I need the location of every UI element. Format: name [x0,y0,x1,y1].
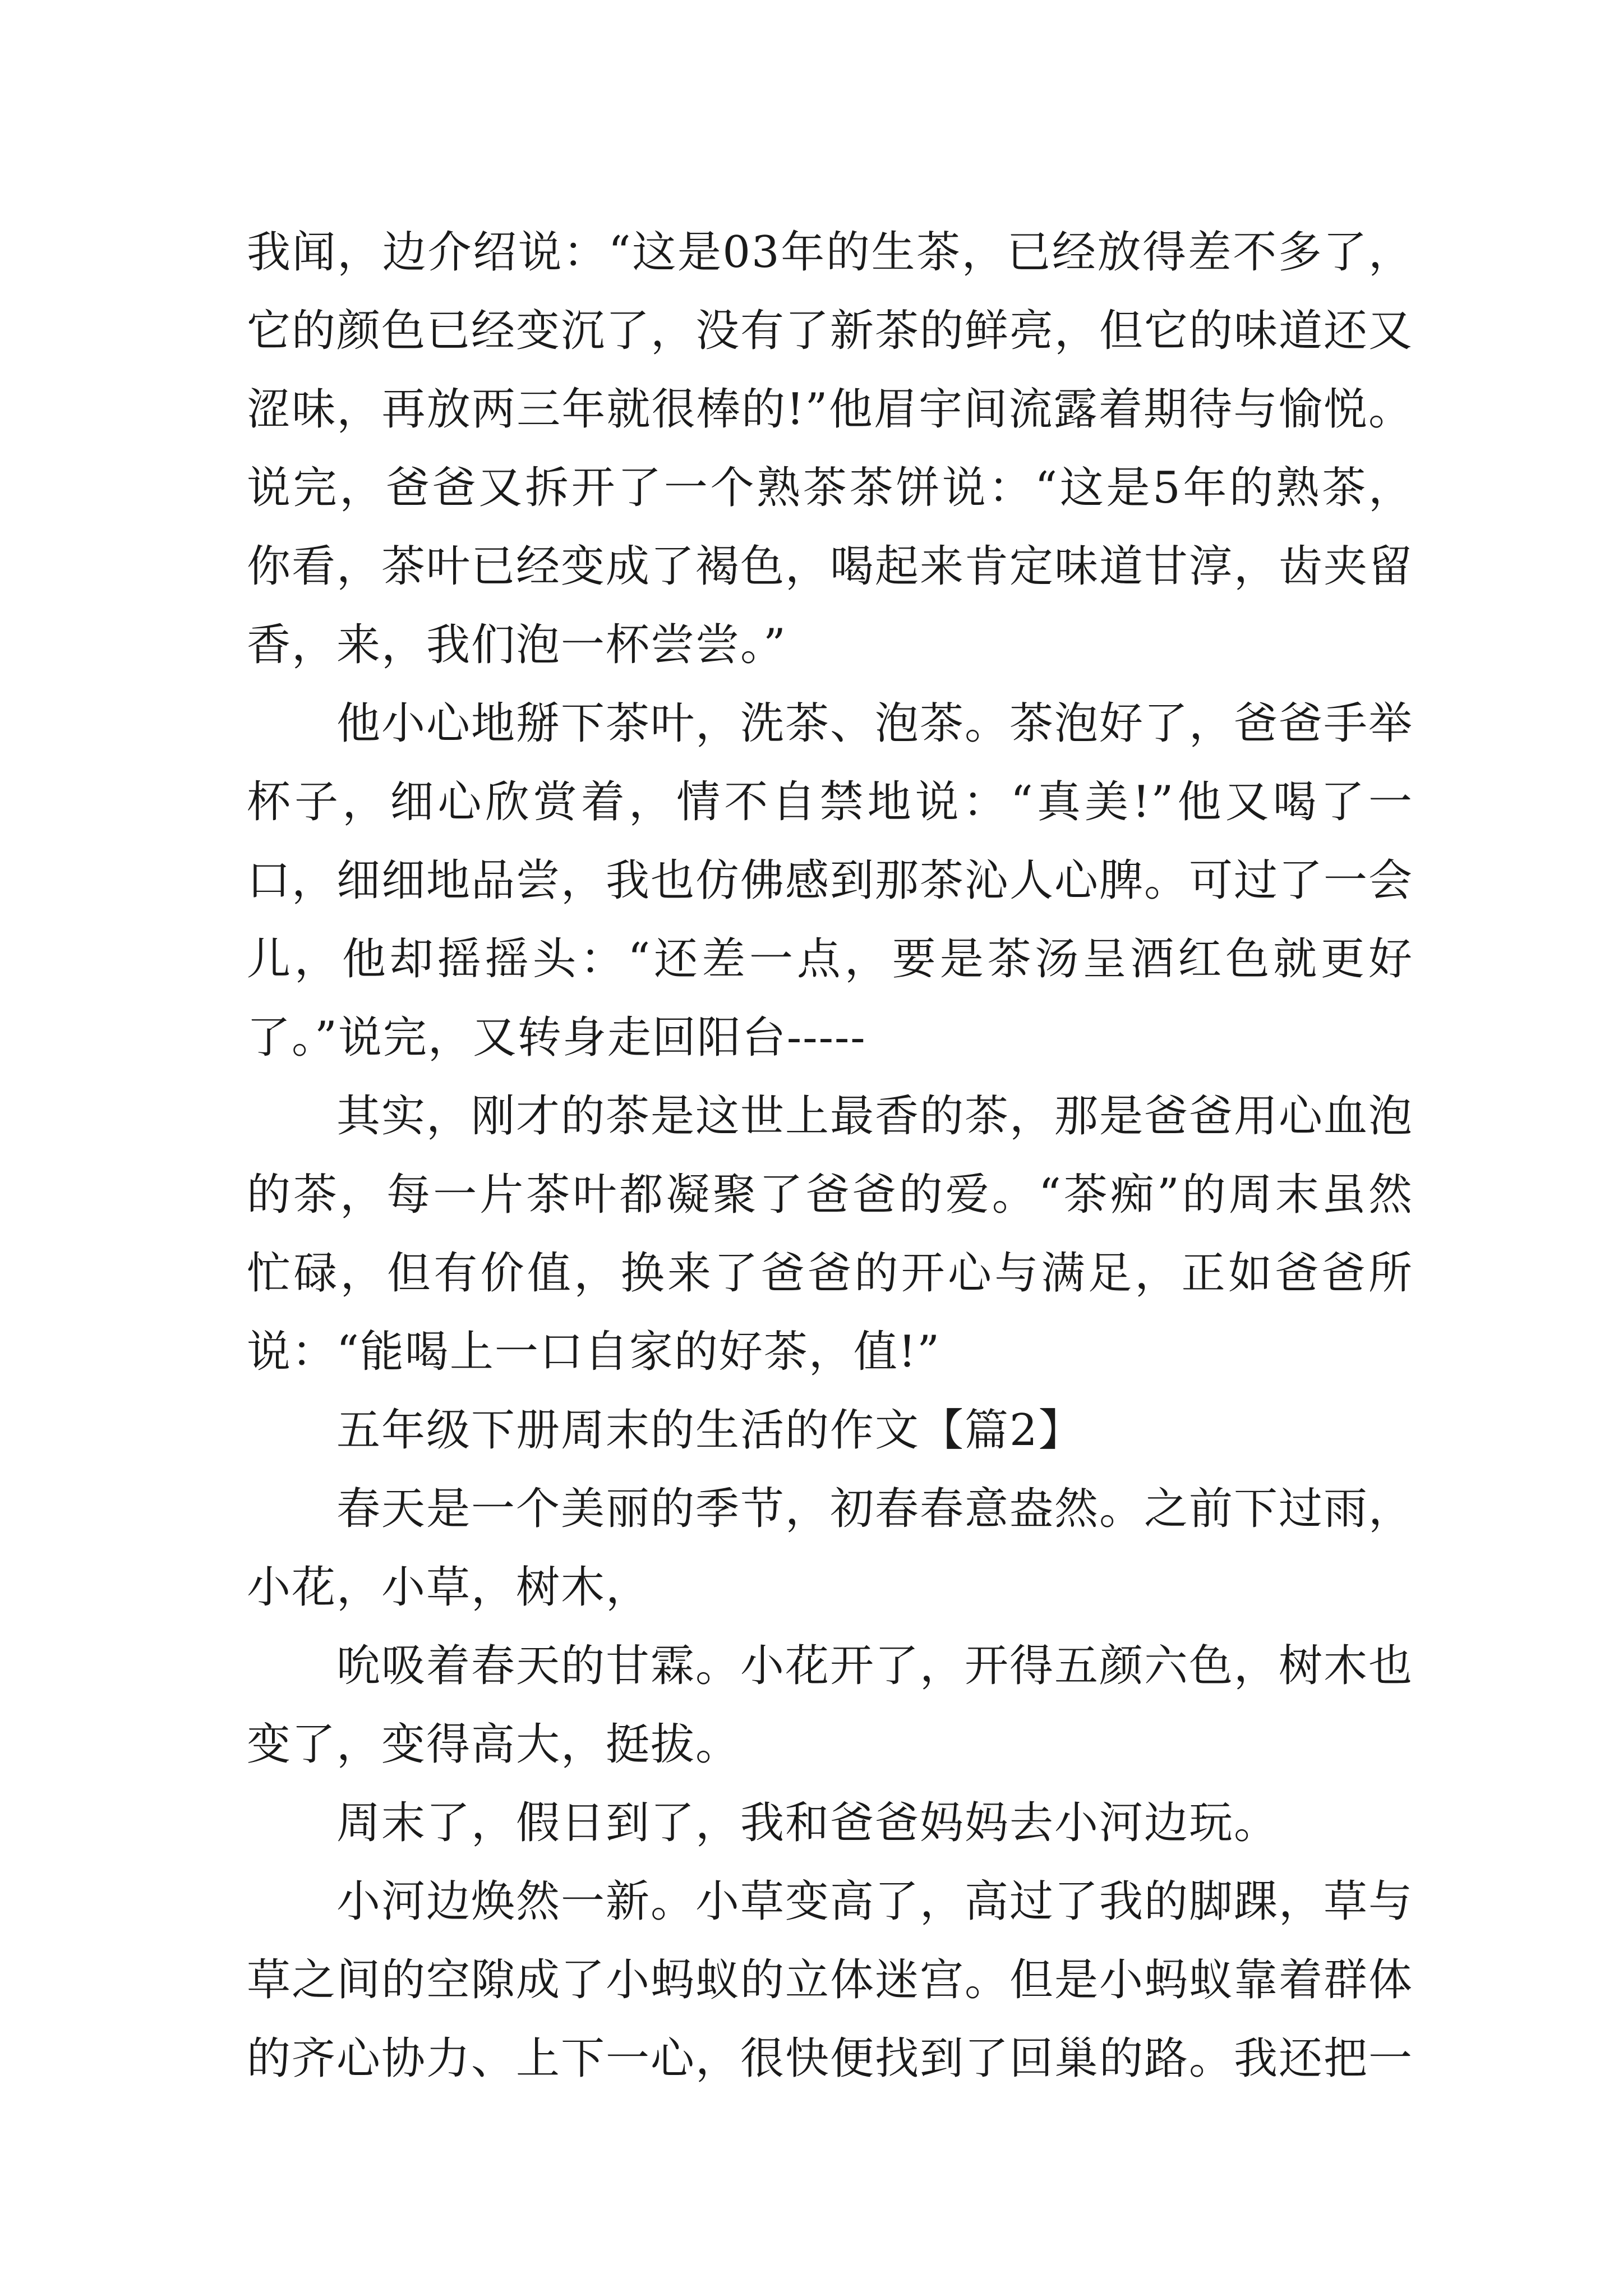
paragraph-tea-introduction: 我闻，边介绍说：“这是03年的生茶，已经放得差不多了，它的颜色已经变沉了，没有了新茶的鲜亮，但它的味道还又涩味，再放两三年就很棒的!”他眉宇间流露着期待与愉悦。说完，爸爸又拆开了一个熟茶茶饼说：“这是5年的熟茶，你看，茶叶已经变成了褐色，喝起来肯定味道甘淳，齿夹留香，来，我们泡一杯尝尝。” [247,227,1414,670]
paragraph-best-tea: 其实，刚才的茶是这世上最香的茶，那是爸爸用心血泡的茶，每一片茶叶都凝聚了爸爸的爱。“茶痴”的周末虽然忙碌，但有价值，换来了爸爸的开心与满足，正如爸爸所说：“能喝上一口自家的好茶，值!” [247,1091,1414,1377]
paragraph-spring: 春天是一个美丽的季节，初春春意盎然。之前下过雨，小花，小草，树木， [247,1484,1414,1613]
paragraph-weekend-river: 周末了，假日到了，我和爸爸妈妈去小河边玩。 [336,1798,1279,1848]
paragraph-spring-rain: 吮吸着春天的甘霖。小花开了，开得五颜六色，树木也变了，变得高大，挺拔。 [247,1641,1414,1770]
paragraph-riverside: 小河边焕然一新。小草变高了，高过了我的脚踝，草与草之间的空隙成了小蚂蚁的立体迷宫。但是小蚂蚁靠着群体的齐心协力、上下一心，很快便找到了回巢的路。我还把一 [247,1876,1414,2084]
section-heading-part-2: 五年级下册周末的生活的作文【篇2】 [336,1405,1083,1456]
document-body [247,213,1413,2098]
paragraph-brewing-tea: 他小心地掰下茶叶，洗茶、泡茶。茶泡好了，爸爸手举杯子，细心欣赏着，情不自禁地说：“真美!”他又喝了一口，细细地品尝，我也仿佛感到那茶沁人心脾。可过了一会儿，他却摇摇头：“还差一点，要是茶汤呈酒红色就更好了。”说完，又转身走回阳台----- [247,698,1414,1063]
